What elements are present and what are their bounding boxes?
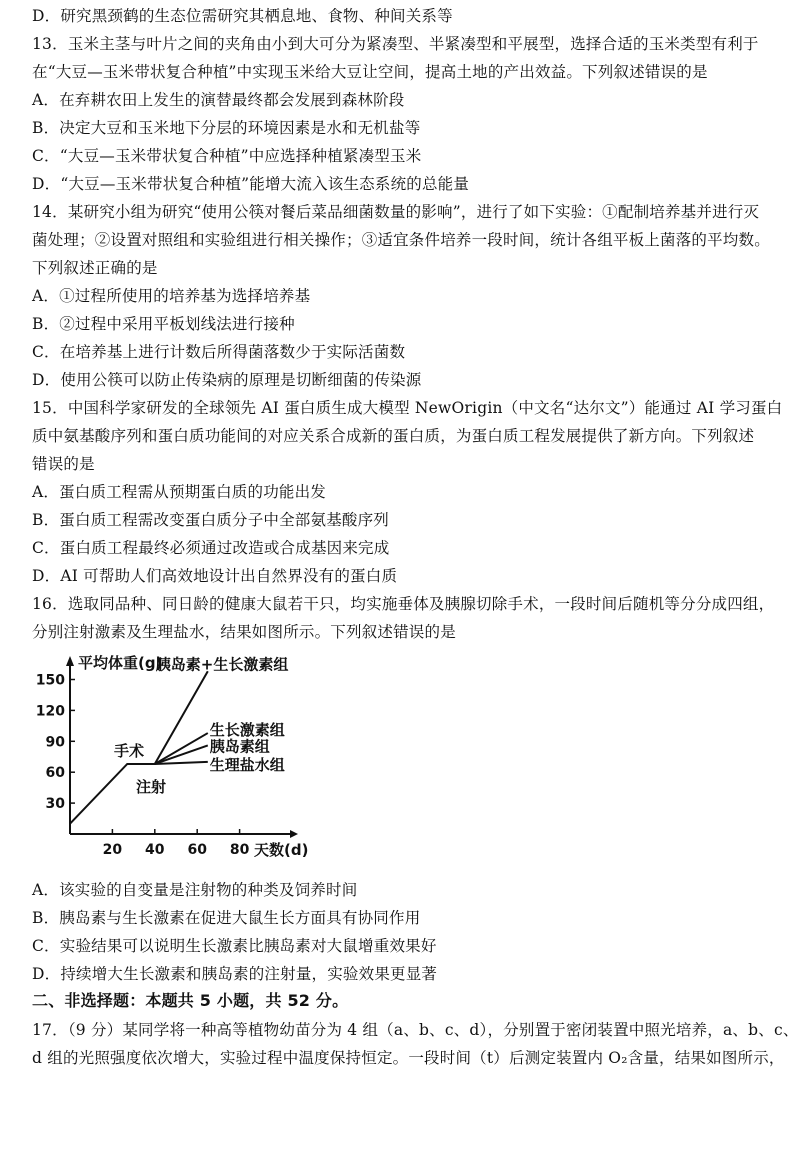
x-tick-label: 20: [102, 842, 123, 858]
q14-option-d: D．使用公筷可以防止传染病的原理是切断细菌的传染源: [32, 371, 422, 389]
series-label: 胰岛素组: [209, 737, 270, 756]
q16-option-a: A．该实验的自变量是注射物的种类及饲养时间: [32, 881, 358, 899]
q16-option-c: C．实验结果可以说明生长激素比胰岛素对大鼠增重效果好: [32, 937, 437, 955]
x-axis-label: 天数(d): [254, 841, 309, 859]
y-axis-label: 平均体重(g): [78, 654, 163, 672]
q14-stem-line-2: 菌处理；②设置对照组和实验组进行相关操作；③适宜条件培养一段时间，统计各组平板上菌落的平均数。: [32, 231, 770, 249]
q14-option-c: C．在培养基上进行计数后所得菌落数少于实际活菌数: [32, 343, 406, 361]
x-tick-label: 60: [187, 842, 207, 858]
q13-stem-line-1: 13．玉米主茎与叶片之间的夹角由小到大可分为紧凑型、半紧凑型和平展型，选择合适的玉米类型有利于: [32, 35, 759, 53]
series-label: 胰岛素+生长激素组: [155, 655, 289, 674]
q13-option-b: B．决定大豆和玉米地下分层的环境因素是水和无机盐等: [32, 119, 421, 137]
q13-option-c: C．“大豆—玉米带状复合种植”中应选择种植紧凑型玉米: [32, 147, 422, 165]
q14-option-a: A．①过程所使用的培养基为选择培养基: [32, 287, 311, 305]
q14-stem-line-1: 14．某研究小组为研究“使用公筷对餐后菜品细菌数量的影响”，进行了如下实验：①配制培养基并进行灭: [32, 203, 760, 221]
q15-option-b: B．蛋白质工程需改变蛋白质分子中全部氨基酸序列: [32, 511, 389, 529]
q13-option-a: A．在弃耕农田上发生的演替最终都会发展到森林阶段: [32, 91, 405, 109]
q17-stem-line-2: d 组的光照强度依次增大，实验过程中温度保持恒定。一段时间（t）后测定装置内 O₂含量，结果如图所示，: [32, 1049, 785, 1067]
q17-stem-line-1: 17．（9 分）某同学将一种高等植物幼苗分为 4 组（a、b、c、d），分别置于密闭装置中照光培养，a、b、c、: [32, 1021, 799, 1039]
weight-chart: [36, 652, 336, 872]
annotation-surgery: 手术: [114, 742, 145, 760]
q15-stem-line-1: 15．中国科学家研发的全球领先 AI 蛋白质生成大模型 NewOrigin（中文名“达尔文”）能通过 AI 学习蛋白: [32, 399, 783, 417]
q15-option-a: A．蛋白质工程需从预期蛋白质的功能出发: [32, 483, 326, 501]
q14-stem-line-3: 下列叙述正确的是: [32, 259, 158, 277]
series-label: 生理盐水组: [209, 755, 285, 774]
q15-stem-line-3: 错误的是: [32, 455, 95, 473]
q16-stem-line-1: 16．选取同品种、同日龄的健康大鼠若干只，均实施垂体及胰腺切除手术，一段时间后随机等分分成四组，: [32, 595, 775, 613]
weight-chart-svg: [36, 652, 336, 872]
q14-option-b: B．②过程中采用平板划线法进行接种: [32, 315, 295, 333]
y-tick-label: 30: [45, 796, 65, 813]
q15-option-c: C．蛋白质工程最终必须通过改造或合成基因来完成: [32, 539, 390, 557]
q13-stem-line-2: 在“大豆—玉米带状复合种植”中实现玉米给大豆让空间，提高土地的产出效益。下列叙述错误的是: [32, 63, 708, 81]
q15-option-d: D．AI 可帮助人们高效地设计出自然界没有的蛋白质: [32, 567, 398, 585]
q16-option-d: D．持续增大生长激素和胰岛素的注射量，实验效果更显著: [32, 965, 438, 983]
q16-option-b: B．胰岛素与生长激素在促进大鼠生长方面具有协同作用: [32, 909, 421, 927]
y-tick-label: 60: [45, 765, 65, 782]
x-axis-arrow: [290, 830, 298, 838]
annotation-injection: 注射: [136, 778, 167, 796]
y-tick-label: 90: [45, 734, 65, 751]
y-tick-label: 120: [36, 703, 65, 720]
q13-option-d: D．“大豆—玉米带状复合种植”能增大流入该生态系统的总能量: [32, 175, 470, 193]
q12-option-d: D．研究黑颈鹤的生态位需研究其栖息地、食物、种间关系等: [32, 7, 453, 25]
x-tick-label: 80: [229, 842, 250, 858]
section-title: 二、非选择题：本题共 5 小题，共 52 分。: [32, 991, 349, 1010]
series-label: 生长激素组: [209, 721, 285, 740]
q16-stem-line-2: 分别注射激素及生理盐水，结果如图所示。下列叙述错误的是: [32, 623, 456, 641]
x-tick-label: 40: [145, 842, 165, 858]
y-axis-arrow: [66, 656, 74, 666]
y-tick-label: 150: [36, 672, 65, 689]
q15-stem-line-2: 质中氨基酸序列和蛋白质功能间的对应关系合成新的蛋白质，为蛋白质工程发展提供了新方向。下列叙述: [32, 427, 755, 445]
